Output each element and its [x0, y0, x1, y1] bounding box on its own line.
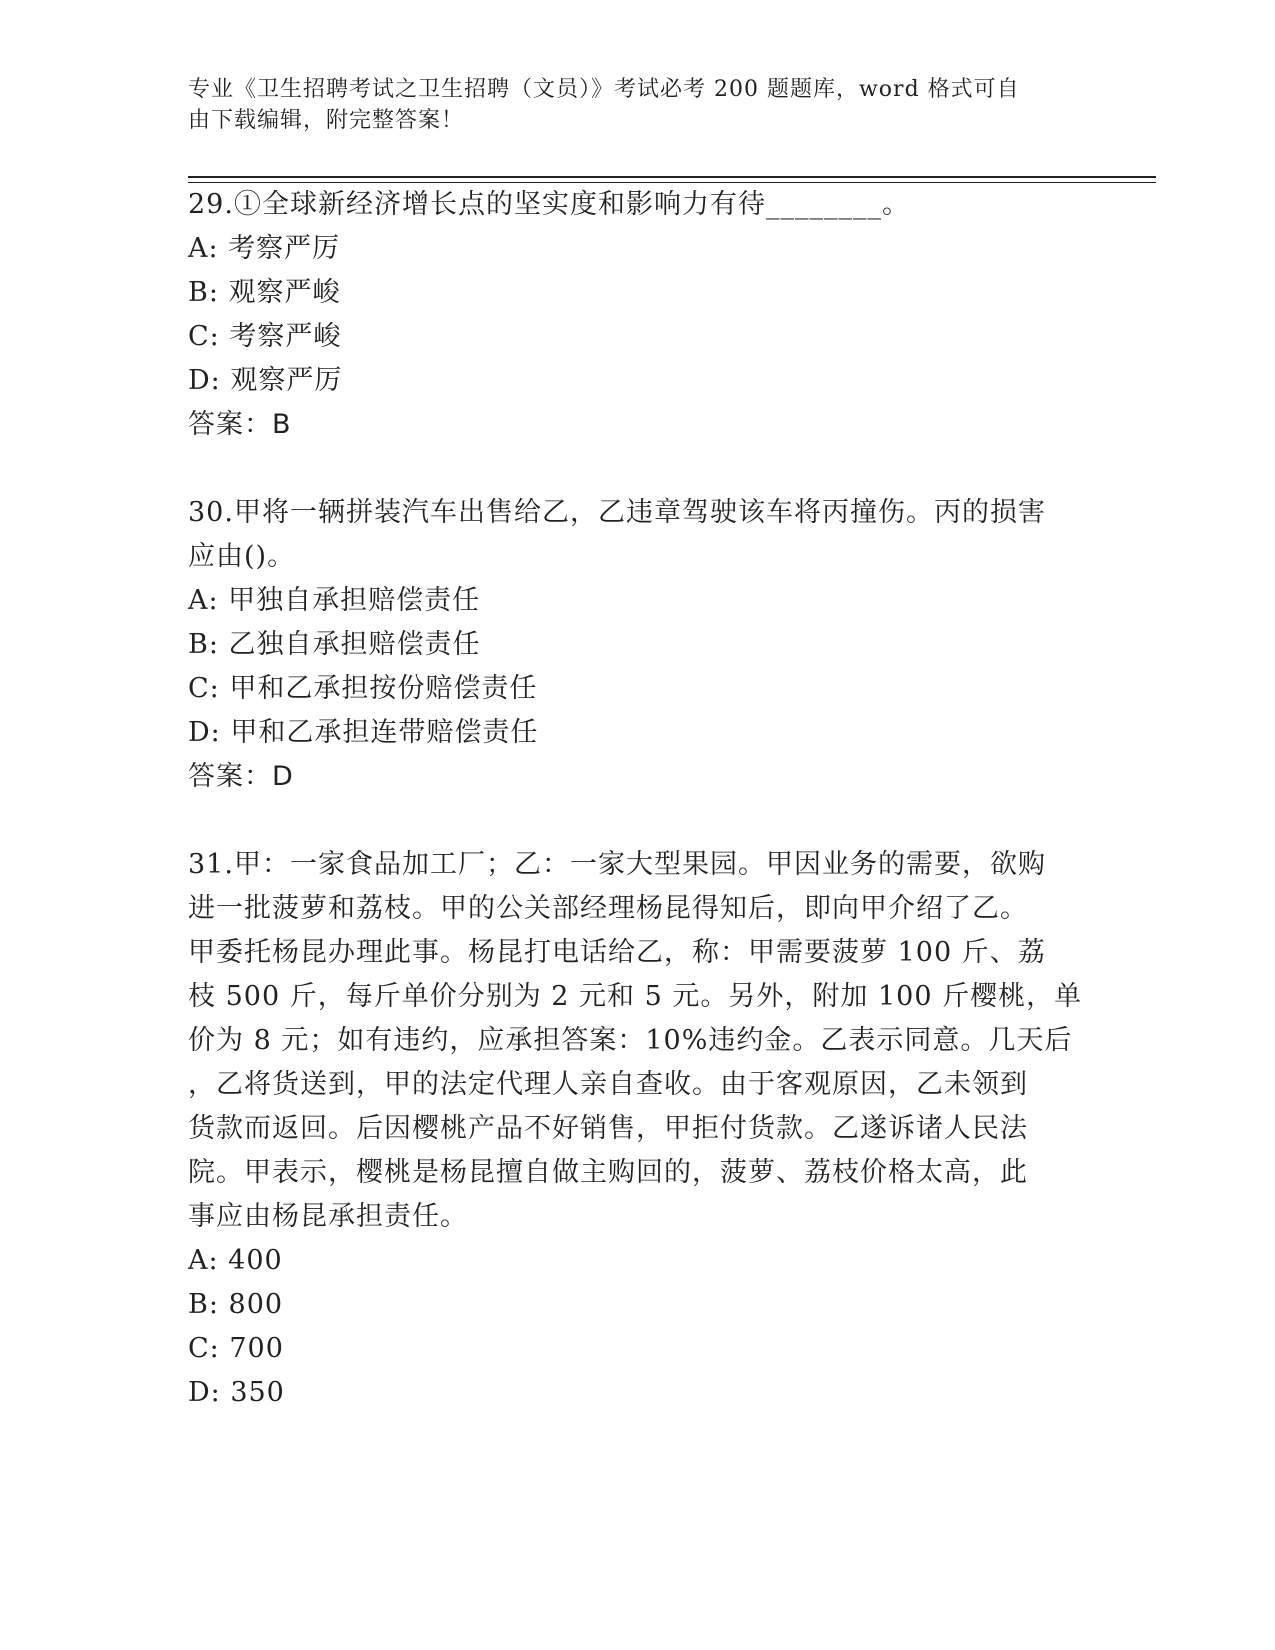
question-stem: 价为 8 元；如有违约，应承担答案：10%违约金。乙表示同意。几天后: [188, 1025, 1073, 1056]
option-d: D: 350: [188, 1377, 285, 1408]
question-stem: 进一批菠萝和荔枝。甲的公关部经理杨昆得知后，即向甲介绍了乙。: [188, 893, 1028, 924]
option-a: A: 400: [188, 1245, 283, 1276]
header-line-1: 专业《卫生招聘考试之卫生招聘（文员）》考试必考 200 题题库，word 格式可自: [188, 77, 1020, 102]
question-stem: 31.甲：一家食品加工厂；乙：一家大型果园。甲因业务的需要，欲购: [188, 849, 1046, 880]
question-stem: 30.甲将一辆拼装汽车出售给乙，乙违章驾驶该车将丙撞伤。丙的损害: [188, 497, 1046, 528]
answer-label: 答案：B: [188, 409, 292, 440]
question-stem: ，乙将货送到，甲的法定代理人亲自查收。由于客观原因，乙未领到: [188, 1069, 1028, 1100]
document-header: [188, 74, 1088, 136]
question-stem: 甲委托杨昆办理此事。杨昆打电话给乙，称：甲需要菠萝 100 斤、荔: [188, 937, 1046, 968]
option-d: D: 甲和乙承担连带赔偿责任: [188, 717, 539, 748]
header-line-2: 由下载编辑，附完整答案！: [188, 108, 465, 133]
option-c: C: 考察严峻: [188, 321, 342, 352]
option-c: C: 700: [188, 1333, 284, 1364]
option-a: A: 考察严厉: [188, 233, 341, 264]
question-stem: 货款而返回。后因樱桃产品不好销售，甲拒付货款。乙遂诉诸人民法: [188, 1113, 1028, 1144]
header-divider-thin: [188, 182, 1156, 183]
question-stem: 院。甲表示，樱桃是杨昆擅自做主购回的，菠萝、荔枝价格太高，此: [188, 1157, 1028, 1188]
answer-label: 答案：D: [188, 761, 294, 792]
option-b: B: 乙独自承担赔偿责任: [188, 629, 481, 660]
question-stem: 枝 500 斤，每斤单价分别为 2 元和 5 元。另外，附加 100 斤樱桃，单: [188, 981, 1083, 1012]
option-d: D: 观察严厉: [188, 365, 343, 396]
option-c: C: 甲和乙承担按份赔偿责任: [188, 673, 538, 704]
question-stem: 事应由杨昆承担责任。: [188, 1201, 468, 1232]
option-a: A: 甲独自承担赔偿责任: [188, 585, 481, 616]
question-stem: 29.①全球新经济增长点的坚实度和影响力有待________。: [188, 189, 910, 220]
header-divider-thick: [188, 176, 1156, 178]
option-b: B: 观察严峻: [188, 277, 341, 308]
question-stem: 应由()。: [188, 541, 296, 572]
option-b: B: 800: [188, 1289, 284, 1320]
